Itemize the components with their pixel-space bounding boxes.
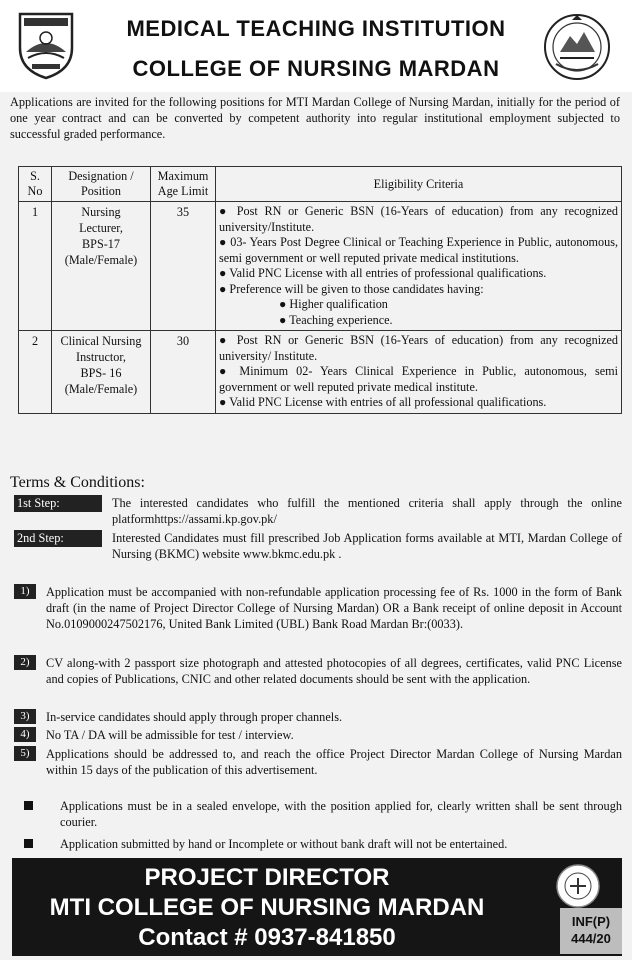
cell-age: 35 [151, 202, 216, 331]
cell-sno: 1 [19, 202, 52, 331]
step-label: 1st Step: [14, 495, 102, 512]
step-item [14, 530, 622, 562]
criteria-item: ● 03- Years Post Degree Clinical or Teaching Experience in Public, autonomous, semi government or well reputed private medical institutions. [219, 235, 618, 265]
condition-text: Applications should be addressed to, and reach the office Project Director Mardan College of Nursing Mardan within 15 days of the publication of this advertisement. [46, 747, 622, 777]
kpk-emblem-icon [542, 12, 612, 82]
header-title: MEDICAL TEACHING INSTITUTION [126, 16, 506, 41]
condition-text: In-service candidates should apply through proper channels. [46, 710, 343, 724]
criteria-item: ● Valid PNC License with all entries of professional qualifications. [219, 266, 547, 280]
cell-age: 30 [151, 331, 216, 414]
anti-corruption-seal-icon [544, 862, 612, 908]
criteria-sub-item: ● Teaching experience. [279, 312, 393, 327]
criteria-item: ● Post RN or Generic BSN (16-Years of education) from any recognized university/ Institute. [219, 333, 618, 363]
column-header-age: Maximum Age Limit [151, 167, 216, 202]
footer-band [12, 858, 622, 956]
condition-number: 1) [14, 584, 36, 599]
university-crest-icon [10, 8, 82, 80]
note-text: Application submitted by hand or Incomplete or without bank draft will not be entertained. [60, 837, 508, 851]
condition-item [14, 584, 622, 632]
column-header-criteria: Eligibility Criteria [216, 167, 622, 202]
note-item [24, 798, 622, 830]
positions-table [18, 166, 622, 414]
step-item [14, 495, 622, 527]
condition-number: 2) [14, 655, 36, 670]
condition-text: No TA / DA will be admissible for test / interview. [46, 728, 294, 742]
terms-heading: Terms & Conditions: [10, 474, 145, 491]
column-header-designation: Designation / Position [52, 167, 151, 202]
cell-designation: Clinical Nursing Instructor, BPS- 16 (Male/Female) [52, 331, 151, 414]
footer-title: PROJECT DIRECTOR [144, 864, 390, 891]
cell-criteria [216, 331, 622, 414]
column-header-sno: S. No [19, 167, 52, 202]
condition-item [14, 655, 622, 687]
condition-number: 5) [14, 746, 36, 761]
condition-item [14, 709, 622, 725]
step-label: 2nd Step: [14, 530, 102, 547]
table-row [19, 202, 622, 331]
square-bullet-icon [24, 839, 33, 848]
criteria-item: ● Valid PNC License with entries of all professional qualifications. [219, 395, 547, 409]
cell-designation: Nursing Lecturer, BPS-17 (Male/Female) [52, 202, 151, 331]
footer-contact: Contact # 0937-841850 [138, 924, 396, 951]
criteria-item: ● Minimum 02- Years Clinical Experience in Public, autonomous, semi government or well reputed private medical institute. [219, 364, 618, 394]
header-subtitle: COLLEGE OF NURSING MARDAN [132, 56, 500, 81]
condition-text: CV along-with 2 passport size photograph and attested photocopies of all degrees, certificates, valid PNC License and copies of Publications, CNIC and other related documents should be sent with the application. [46, 656, 622, 686]
table-header-row [19, 167, 622, 202]
footer-subtitle: MTI COLLEGE OF NURSING MARDAN [49, 894, 485, 921]
square-bullet-icon [24, 801, 33, 810]
step-text: Interested Candidates must fill prescribed Job Application forms available at MTI, Mardan College of Nursing (BKMC) website www.bkmc.edu.pk . [112, 531, 622, 561]
inf-badge: INF(P) 444/20 [560, 908, 622, 954]
condition-item [14, 746, 622, 778]
cell-criteria [216, 202, 622, 331]
table-row [19, 331, 622, 414]
criteria-item: ● Preference will be given to those candidates having: [219, 281, 484, 296]
header [0, 0, 632, 92]
criteria-sub-item: ● Higher qualification [279, 297, 388, 311]
note-text: Applications must be in a sealed envelope, with the position applied for, clearly written shall be sent through courier. [60, 799, 622, 829]
condition-number: 3) [14, 709, 36, 724]
note-item [24, 836, 622, 852]
cell-sno: 2 [19, 331, 52, 414]
condition-item [14, 727, 622, 743]
step-text: The interested candidates who fulfill the mentioned criteria shall apply through the online platformhttps://assami.kp.gov.pk/ [112, 496, 622, 526]
condition-text: Application must be accompanied with non-refundable application processing fee of Rs. 1000 in the form of Bank draft (in the name of Project Director College of Nursing Mardan) OR a Bank receipt of online deposit in Account No.0109000247502176, United Bank Limited (UBL) Bank Road Mardan Br:(0033). [46, 585, 622, 631]
criteria-item: ● Post RN or Generic BSN (16-Years of education) from any recognized university/Institute. [219, 204, 618, 234]
condition-number: 4) [14, 727, 36, 742]
intro-paragraph: Applications are invited for the following positions for MTI Mardan College of Nursing Mardan, initially for the period of one year contract and can be converted by competent authority into regular institutional employment subjected to successful graded performance. [10, 95, 620, 141]
